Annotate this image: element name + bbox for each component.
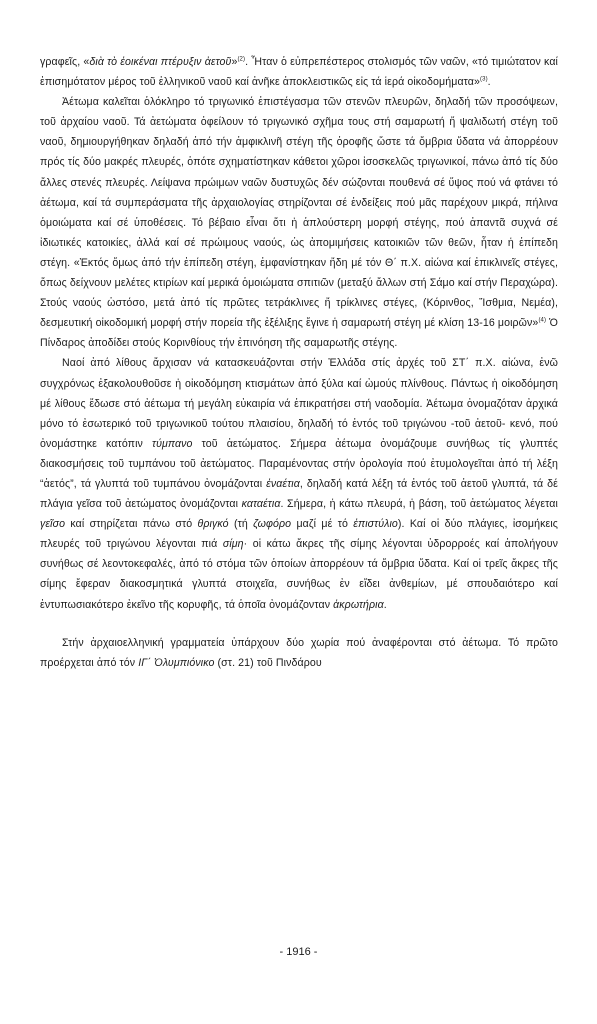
paragraph-3: Ναοί ἀπό λίθους ἄρχισαν νά κατασκευάζονται στήν Ἑλλάδα στίς ἀρχές τοῦ ΣΤ΄ π.Χ. αἰώνα, ἐνῶ συγχρόνως ἐξακολουθοῦσε ἡ οἰκοδόμηση κτισμάτων ἀπό ξύλα καί ὠμούς πλίνθους. Πάντως ἡ οἰκοδόμηση μέ λίθους ἔδωσε στό ἀέτωμα τή μεγάλη εὐκαιρία νά ἐπικρατήσει στή ναοδομία. Ἀέτωμα ὀνομαζόταν ἀρχικά μόνο τό ἐσωτερικό τοῦ τριγωνικοῦ τούτου πλαισίου, δηλαδή τό ἐντός τοῦ τριγώνου -τοῦ ἀετοῦ- κενό, πού ὀνομάστηκε κατόπιν τύμπανο τοῦ ἀετώματος. Σήμερα ἀέτωμα ὀνομάζουμε συνήθως τίς γλυπτές διακοσμήσεις τοῦ τυμπάνου τοῦ ἀετώματος. Παραμένοντας στήν ὁρολογία πού ἐτυμολογεῖται ἀπό τή λέξη “ἀετός”, τά γλυπτά τοῦ τυμπάνου ὀνομάζονται ἐναέτια, δηλαδή κατά λέξη τά ἐντός τοῦ ἀετοῦ γλυπτά, τά δέ πλάγια γεῖσα τοῦ ἀετώματος ὀνομάζονται καταέτια. Σήμερα, ἡ κάτω πλευρά, ἡ βάση, τοῦ ἀετώματος λέγεται γεῖσο καί στηρίζεται πάνω στό θριγκό (τή ζωφόρο μαζί μέ τό ἐπιστύλιο). Καί οἱ δύο πλάγιες, ἰσομήκεις πλευρές τοῦ τριγώνου λέγονται πιά σίμη· οἱ κάτω ἄκρες τῆς σίμης λέγονται ὑδρορροές καί ἀπολήγουν συνήθως σέ λεοντοκεφαλές, ἀπό τό στόμα τῶν ὁποίων ἀπορρέουν τά ὄμβρια ὕδατα. Καί οἱ τρεῖς ἄκρες τῆς σίμης ἔφεραν διακοσμητικά γλυπτά στοιχεῖα, συνήθως ἐν εἴδει ἀνθεμίων, μέ σπουδαιότερο καί ἐντυπωσιακότερο ἐκεῖνο τῆς κορυφῆς, τά ὁποῖα ὀνομάζονταν ἀκρωτήρια. [40,357,558,611]
paragraph-1: γραφεῖς, «διὰ τὸ ἐοικέναι πτέρυξιν ἀετοῦ»$^{(2)}$. Ἦταν ὁ εὐπρεπέστερος στολισμός τῶν ναῶν, «τό τιμιώτατον καί ἐπισημότατον μέρος τοῦ ἑλληνικοῦ ναοῦ καί ἀνῆκε ἀποκλειστικῶς εἰς τά ἱερά οἰκοδομήματα»$^{(3)}$. [40,56,559,89]
paragraph-gap [40,615,558,633]
paragraph-4: Στήν ἀρχαιοελληνική γραμματεία ὑπάρχουν δύο χωρία πού ἀναφέρονται στό ἀέτωμα. Τό πρῶτο προέρχεται ἀπό τόν ΙΓ΄ Ὀλυμπιόνικο (στ. 21) τοῦ Πινδάρου [40,636,558,669]
page-number: - 1916 - [279,946,318,958]
paragraph-2: Ἀέτωμα καλεῖται ὁλόκληρο τό τριγωνικό ἐπιστέγασμα τῶν στενῶν πλευρῶν, δηλαδή τῶν προσόψεων, τοῦ ἀρχαίου ναοῦ. Τά ἀετώματα ὀφείλουν τό τριγωνικό σχῆμα τους στή σαμαρωτή ἤ ψαλιδωτή στέγη τοῦ ναοῦ, δημιουργήθηκαν δηλαδή ἀπό τήν ἀμφικλινῆ στέγη τῆς ὀροφῆς ὥστε τά ὄμβρια ὕδατα νά ἀπορρέουν πρός τίς δύο μακρές πλευρές, ὁπότε σχηματίστηκαν κάθετοι χῶροι ἰσοσκελῶς τριγωνικοί, πάνω ἀπό τίς δύο ἄλλες στενές πλευρές. Λείψανα πρώιμων ναῶν δυστυχῶς δέν σώζονται πουθενά σέ ὕψος πού νά φτάνει τό ἀέτωμα, καί τά συμπεράσματα τῆς ἀρχαιολογίας στηρίζονται σέ ἐνδείξεις πού μᾶς παρέχουν μικρά, πήλινα ὁμοιώματα καί σέ ὑποθέσεις. Τό βέβαιο εἶναι ὅτι ἡ ἁπλούστερη μορφή στέγης, πού ἀπαντᾶ συχνά σέ ἰδιωτικές κατοικίες, ἀλλά καί σέ πρώιμους ναούς, ὡς ἀπομιμήσεις κατοικιῶν τῶν θεῶν, ἦταν ἡ ἐπίπεδη στέγη. «Ἐκτός ὅμως ἀπό τήν ἐπίπεδη στέγη, ἐμφανίστηκαν ἤδη μέ τόν Θ΄ π.Χ. αἰώνα καί ἐπικλινεῖς στέγες, ὅπως δείχνουν μελέτες κτιρίων καί μερικά ὁμοιώματα σπιτιῶν (μεταξύ ἄλλων στή Σάμο καί στήν Περαχώρα). Στούς ναούς ὡστόσο, μετά ἀπό τίς πρῶτες τετράκλινες ἤ τρίκλινες στέγες, (Κόρινθος, Ἴσθμια, Νεμέα), δεσμευτική οἰκοδομική μορφή στήν πορεία τῆς ἐξέλιξης ἔγινε ἡ σαμαρωτή στέγη μέ κλίση 13-16 μοιρῶν»$^{(4)}$ Ὁ Πίνδαρος ἀποδίδει στούς Κορινθίους τήν ἐπινόηση τῆς σαμαρωτῆς στέγης. [40,96,558,350]
